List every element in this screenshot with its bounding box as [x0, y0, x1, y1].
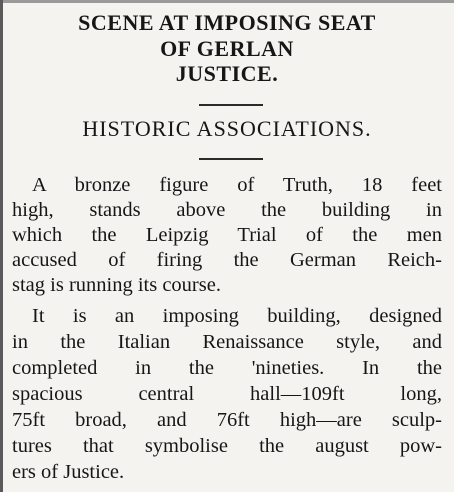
headline-line-3: JUSTICE.	[175, 61, 279, 86]
body-line: completed in the 'nineties. In the	[12, 357, 442, 379]
divider-rule	[199, 104, 263, 106]
headline-line-2: OF GERLAN	[160, 36, 294, 61]
body-line: ers of Justice.	[12, 461, 125, 483]
body-line: 75ft broad, and 76ft high—are sculp-	[12, 409, 442, 431]
body-line: A bronze figure of Truth, 18 feet	[32, 174, 442, 196]
body-line: which the Leipzig Trial of the men	[12, 224, 442, 246]
body-line: stag is running its course.	[12, 274, 221, 296]
body-line: in the Italian Renaissance style, and	[12, 331, 442, 353]
body-line: accused of firing the German Reich-	[12, 249, 442, 271]
divider-rule	[199, 158, 263, 160]
top-border	[0, 0, 454, 3]
body-line: tures that symbolise the august pow-	[12, 435, 442, 457]
body-line: It is an imposing building, designed	[32, 305, 442, 327]
body-line: spacious central hall—109ft long,	[12, 383, 442, 405]
body-line: high, stands above the building in	[12, 199, 442, 221]
subheading: HISTORIC ASSOCIATIONS.	[82, 116, 372, 141]
headline-line-1: SCENE AT IMPOSING SEAT	[78, 10, 376, 35]
